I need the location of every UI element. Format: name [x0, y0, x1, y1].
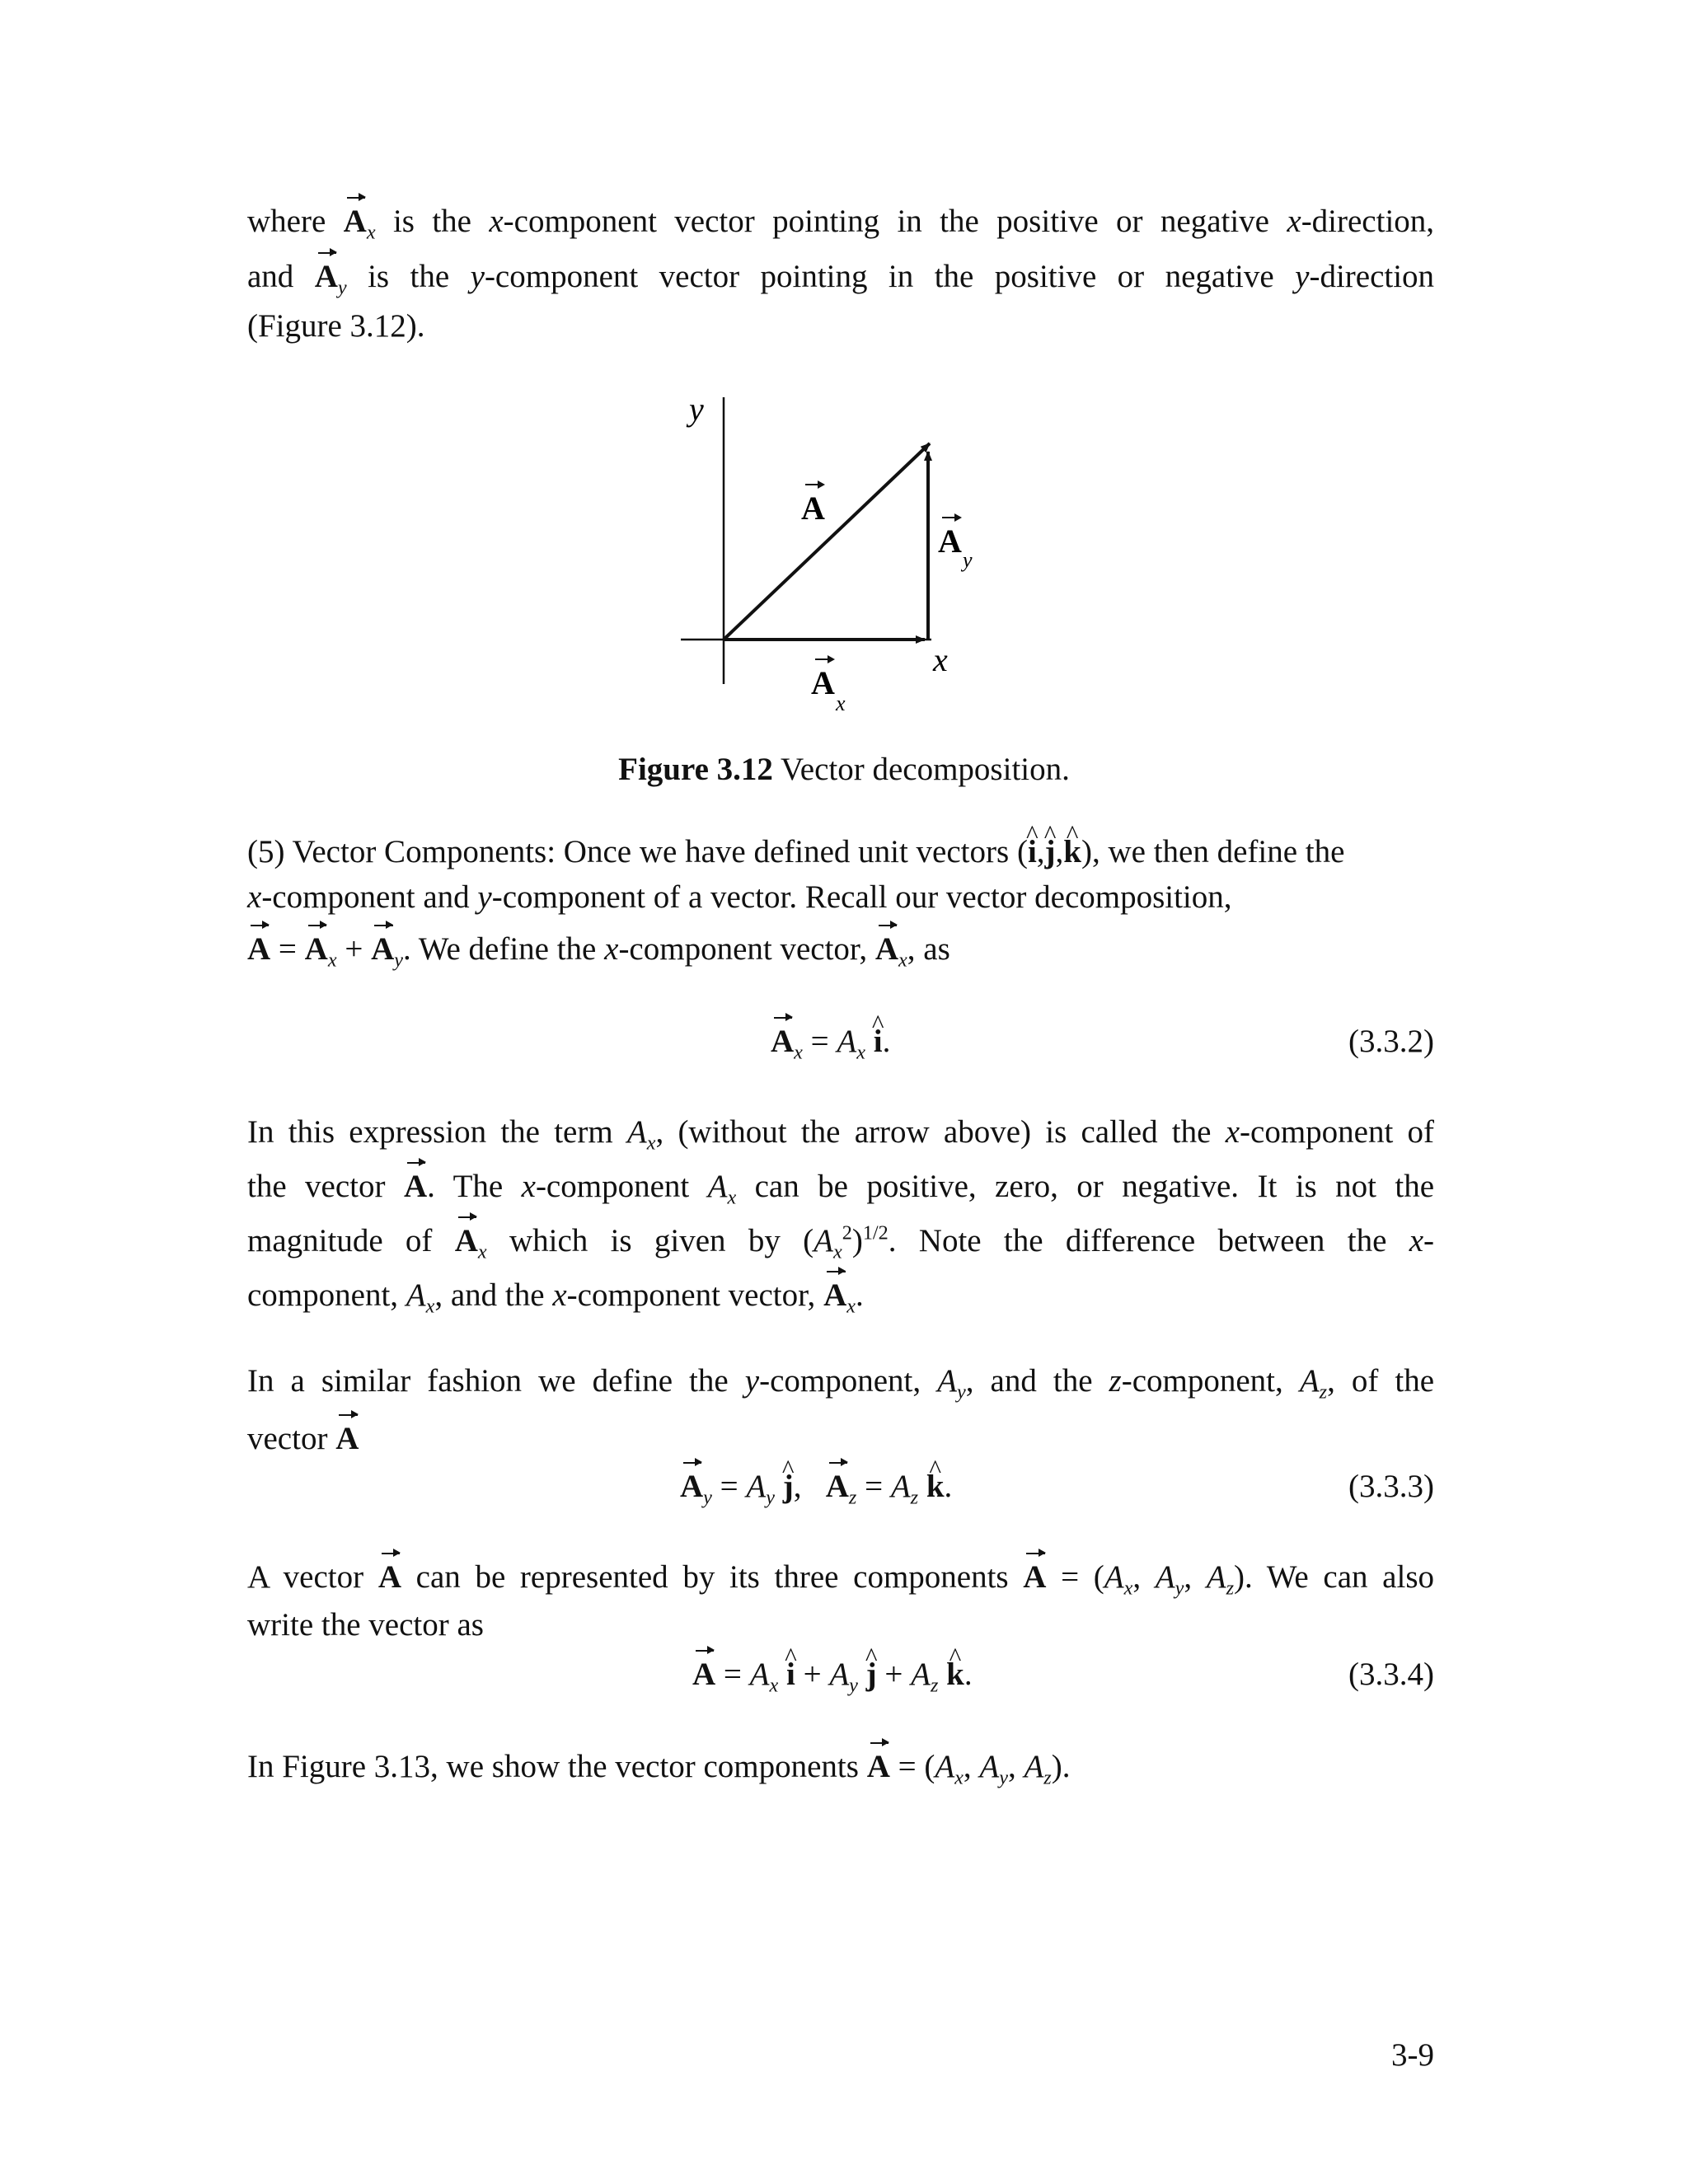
equation-number: (3.3.4)	[1348, 1657, 1434, 1692]
para3-line4: component, $A_x$, and the x-component vector, $A_x$.	[247, 1277, 864, 1318]
para1-line2: and $A_y$ is the y-component vector pointing in the positive or negative y-direction	[247, 259, 1435, 299]
para5-line1: A vector A can be represented by its three components $A = (A_x$, $A_y$, $A_z$). We can also	[247, 1559, 1434, 1600]
vector-decomposition-figure	[676, 387, 1022, 717]
equation-3-3-3: $A_y = A_y$ ^ j, $A_z = A_z$ ^ k. (3.3.3)	[247, 1467, 1434, 1516]
para2-line1: (5) Vector Components: Once we have defined unit vectors (^ i,^ j,^ k), we then define the	[247, 832, 1434, 873]
vector-a-label: A	[801, 490, 825, 527]
equation-number: (3.3.3)	[1348, 1469, 1434, 1504]
vector-ax-label: A	[811, 664, 835, 701]
equation-3-3-4: $A = A_x$ ^ $i + A_y$ ^ $j + A_z$ ^ k. (3.3.4)	[247, 1655, 1434, 1704]
page-number: 3-9	[1391, 2037, 1434, 2073]
equation-3-3-2: $A_x = A_x$ ^ i. (3.3.2)	[247, 1022, 1434, 1071]
para5-line2: write the vector as	[247, 1607, 484, 1643]
para3-line2: the vector A. The x-component $A_x$ can be positive, zero, or negative. It is not the	[247, 1169, 1435, 1209]
para4-line1: In a similar fashion we define the y-component, $A_y$, and the z-component, $A_z$, of the	[247, 1363, 1435, 1404]
para6: In Figure 3.13, we show the vector components $A = (A_x$, $A_y$, $A_z$).	[247, 1749, 1071, 1789]
vector-ay-label: A	[938, 523, 962, 560]
para1-line3: (Figure 3.12).	[247, 308, 425, 344]
equation-number: (3.3.2)	[1348, 1024, 1434, 1059]
para2-line3: $A = A_x + A_y$. We define the x-component vector, $A_x$, as	[247, 931, 950, 972]
y-axis-label: y	[689, 391, 704, 428]
vector-ay-subscript: y	[963, 548, 973, 572]
para3-line3: magnitude of $A_x$ which is given by $(A_x^2)^{1/2}$. Note the difference between the x-	[247, 1221, 1435, 1263]
vector-a-arrow	[724, 443, 930, 640]
vector-ax-subscript: x	[836, 691, 846, 715]
para4-line2: vector A	[247, 1419, 1434, 1460]
para3-line1: In this expression the term $A_x$, (without the arrow above) is called the x-component of	[247, 1114, 1435, 1155]
figure-caption: Figure 3.12 Vector decomposition.	[618, 752, 1070, 787]
para2-line2: x-component and y-component of a vector. Recall our vector decomposition,	[247, 879, 1232, 915]
x-axis-label: x	[933, 641, 948, 678]
para1-line1: where $A_x$ is the x-component vector pointing in the positive or negative x-direction,	[247, 204, 1435, 244]
